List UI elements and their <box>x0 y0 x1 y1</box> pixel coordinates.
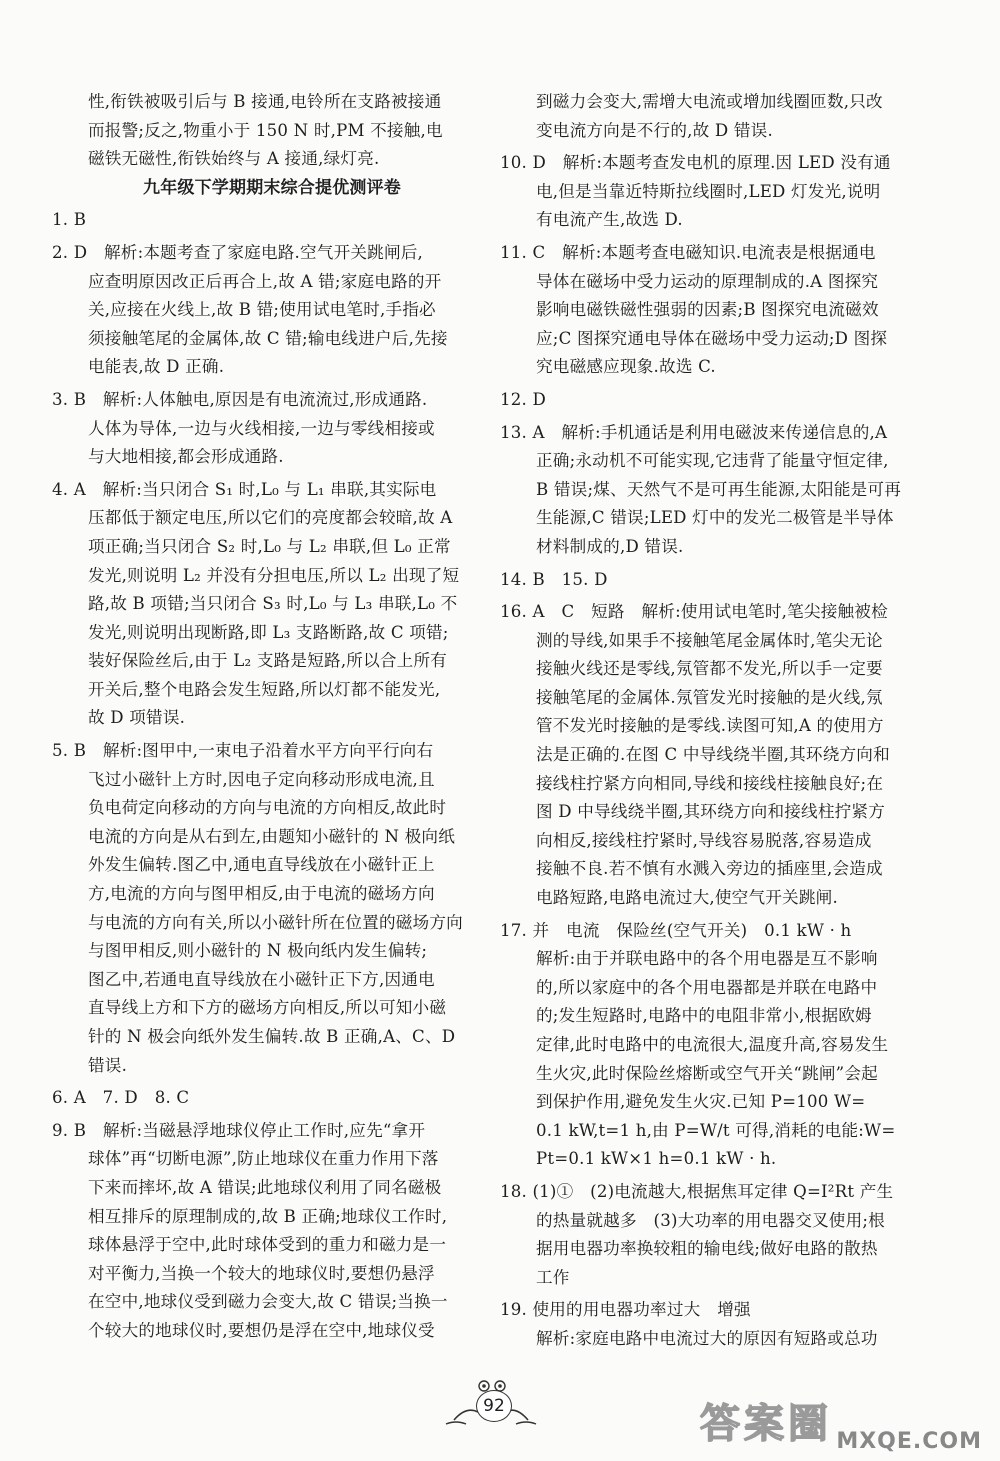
text-line: 关,应接在火线上,故 B 错;使用试电笔时,手指必 <box>88 300 436 320</box>
text-line: Pt=0.1 kW×1 h=0.1 kW · h. <box>536 1149 777 1169</box>
text-line: 向相反,接线柱拧紧时,导线容易脱落,容易造成 <box>536 830 872 850</box>
text-line: 2. D 解析:本题考查了家庭电路.空气开关跳闸后, <box>52 242 424 262</box>
text-line: 生火灾,此时保险丝熔断或空气开关“跳闸”会起 <box>536 1063 878 1083</box>
text-line: 0.1 kW,t=1 h,由 P=W/t 可得,消耗的电能:W= <box>536 1120 896 1140</box>
text-line: 到磁力会变大,需增大电流或增加线圈匝数,只改 <box>536 92 883 111</box>
watermark-logo: 答案圈 <box>700 1401 832 1447</box>
text-line: 9. B 解析:当磁悬浮地球仪停止工作时,应先“拿开 <box>52 1120 426 1140</box>
text-line: 变电流方向是不行的,故 D 错误. <box>536 120 773 140</box>
text-line: 电流的方向是从右到左,由题知小磁针的 N 极向纸 <box>88 826 456 846</box>
text-line: 电路短路,电路电流过大,使空气开关跳闸. <box>536 888 838 908</box>
text-line: 5. B 解析:图甲中,一束电子沿着水平方向平行向右 <box>52 741 434 761</box>
right-column <box>500 88 902 1354</box>
text-line: 直导线上方和下方的磁场方向相反,所以可知小磁 <box>88 998 447 1018</box>
text-line: 18. (1)① (2)电流越大,根据焦耳定律 Q=I²Rt 产生 <box>500 1181 894 1201</box>
text-line: B 错误;煤、天然气不是可再生能源,太阳能是可再 <box>536 479 902 499</box>
text-line: 材料制成的,D 错误. <box>536 536 684 556</box>
text-line: 发光,则说明 L₂ 并没有分担电压,所以 L₂ 出现了短 <box>88 565 460 585</box>
text-line: 球体悬浮于空中,此时球体受到的重力和磁力是一 <box>88 1235 447 1255</box>
text-line: 性,衔铁被吸引后与 B 接通,电铃所在支路被接通 <box>88 92 442 111</box>
text-line: 项正确;当只闭合 S₂ 时,L₀ 与 L₂ 串联,但 L₀ 正常 <box>88 536 451 556</box>
text-line: 对平衡力,当换一个较大的地球仪时,要想仍悬浮 <box>88 1263 435 1283</box>
text-line: 11. C 解析:本题考查电磁知识.电流表是根据通电 <box>500 242 876 262</box>
text-line: 在空中,地球仪受到磁力会变大,故 C 错误;当换一 <box>88 1292 448 1312</box>
text-line: 3. B 解析:人体触电,原因是有电流流过,形成通路. <box>52 389 428 409</box>
text-line: 而报警;反之,物重小于 150 N 时,PM 不接触,电 <box>88 120 443 140</box>
left-column <box>52 88 472 1346</box>
text-line: 与大地相接,都会形成通路. <box>88 447 284 467</box>
text-line: 装好保险丝后,由于 L₂ 支路是短路,所以合上所有 <box>88 651 448 671</box>
text-line: 接触笔尾的金属体.氖管发光时接触的是火线,氖 <box>536 687 883 707</box>
text-line: 图乙中,若通电直导线放在小磁针正下方,因通电 <box>88 969 435 989</box>
text-line: 负电荷定向移动的方向与电流的方向相反,故此时 <box>88 798 447 818</box>
text-line: 接线柱拧紧方向相同,导线和接线柱接触良好;在 <box>536 773 884 793</box>
text-line: 针的 N 极会向纸外发生偏转.故 B 正确,A、C、D <box>88 1027 456 1046</box>
text-line: 与电流的方向有关,所以小磁针所在位置的磁场方向 <box>88 912 463 932</box>
text-line: 的热量就越多 (3)大功率的用电器交叉使用;根 <box>536 1210 885 1230</box>
text-line: 与图甲相反,则小磁针的 N 极向纸内发生偏转; <box>88 941 428 961</box>
page-number-badge <box>436 1376 546 1432</box>
text-line: 生能源,C 错误;LED 灯中的发光二极管是半导体 <box>536 508 894 528</box>
text-line: 外发生偏转.图乙中,通电直导线放在小磁针正上 <box>88 855 435 875</box>
text-line: 4. A 解析:当只闭合 S₁ 时,L₀ 与 L₁ 串联,其实际电 <box>52 479 437 499</box>
text-line: 究电磁感应现象.故选 C. <box>536 357 716 377</box>
text-line: 19. 使用的用电器功率过大 增强 <box>500 1300 751 1320</box>
text-line: 的;发生短路时,电路中的电阻非常小,根据欧姆 <box>536 1006 872 1026</box>
text-line: 电能表,故 D 正确. <box>88 357 225 377</box>
text-line: 图 D 中导线绕半圈,其环绕方向和接线柱拧紧方 <box>536 802 886 822</box>
text-line: 磁铁无磁性,衔铁始终与 A 接通,绿灯亮. <box>88 149 380 169</box>
text-line: 6. A 7. D 8. C <box>52 1088 190 1108</box>
text-line: 发光,则说明出现断路,即 L₃ 支路断路,故 C 项错; <box>88 622 449 642</box>
text-line: 错误. <box>88 1055 128 1075</box>
text-line: 工作 <box>536 1267 570 1287</box>
text-line: 人体为导体,一边与火线相接,一边与零线相接或 <box>88 418 435 438</box>
text-line: 正确;永动机不可能实现,它违背了能量守恒定律, <box>536 451 889 471</box>
text-line: 13. A 解析:手机通话是利用电磁波来传递信息的,A <box>500 422 888 442</box>
text-line: 有电流产生,故选 D. <box>536 210 683 230</box>
text-line: 下来而摔坏,故 A 错误;此地球仪利用了同名磁极 <box>88 1177 442 1197</box>
text-line: 定律,此时电路中的电流很大,温度升高,容易发生 <box>536 1035 889 1054</box>
text-line: 10. D 解析:本题考查发电机的原理.因 LED 没有通 <box>500 153 891 173</box>
text-line: 电,但是当靠近特斯拉线圈时,LED 灯发光,说明 <box>536 181 881 201</box>
text-line: 方,电流的方向与图甲相反,由于电流的磁场方向 <box>88 884 435 904</box>
text-line: 应;C 图探究通电导体在磁场中受力运动;D 图探 <box>536 328 888 348</box>
text-line: 飞过小磁针上方时,因电子定向移动形成电流,且 <box>88 769 435 789</box>
text-line: 个较大的地球仪时,要想仍是浮在空中,地球仪受 <box>88 1320 435 1340</box>
text-line: 故 D 项错误. <box>88 708 186 728</box>
page-number: 92 <box>476 1390 512 1422</box>
text-line: 据用电器功率换较粗的输电线;做好电路的散热 <box>536 1239 878 1259</box>
text-line: 球体”再“切断电源”,防止地球仪在重力作用下落 <box>88 1149 439 1169</box>
text-line: 14. B 15. D <box>500 569 608 589</box>
text-line: 接触不良.若不慎有水溅入旁边的插座里,会造成 <box>536 859 883 879</box>
text-line: 解析:家庭电路中电流过大的原因有短路或总功 <box>536 1328 878 1348</box>
text-line: 接触火线还是零线,氖管都不发光,所以手一定要 <box>536 659 883 679</box>
text-line: 17. 并 电流 保险丝(空气开关) 0.1 kW · h <box>500 920 852 940</box>
text-line: 法是正确的.在图 C 中导线绕半圈,其环绕方向和 <box>536 745 890 765</box>
text-line: 的,所以家庭中的各个用电器都是并联在电路中 <box>536 977 878 997</box>
watermark <box>690 1392 990 1458</box>
text-line: 路,故 B 项错;当只闭合 S₃ 时,L₀ 与 L₃ 串联,L₀ 不 <box>88 594 458 614</box>
text-line: 影响电磁铁磁性强弱的因素;B 图探究电流磁效 <box>536 300 879 320</box>
section-heading: 九年级下学期期末综合提优测评卷 <box>143 177 401 198</box>
text-line: 解析:由于并联电路中的各个用电器是互不影响 <box>536 949 878 969</box>
text-line: 12. D <box>500 389 546 409</box>
text-line: 须接触笔尾的金属体,故 C 错;输电线进户后,先接 <box>88 328 448 348</box>
text-line: 1. B <box>52 210 87 230</box>
text-line: 测的导线,如果手不接触笔尾金属体时,笔尖无论 <box>536 630 883 650</box>
watermark-site: MXQE.COM <box>836 1429 982 1454</box>
text-line: 相互排斥的原理制成的,故 B 正确;地球仪工作时, <box>88 1206 448 1226</box>
text-line: 16. A C 短路 解析:使用试电笔时,笔尖接触被检 <box>500 602 888 622</box>
text-line: 管不发光时接触的是零线.读图可知,A 的使用方 <box>536 716 884 736</box>
text-line: 应查明原因改正后再合上,故 A 错;家庭电路的开 <box>88 271 442 291</box>
text-line: 压都低于额定电压,所以它们的亮度都会较暗,故 A <box>88 508 453 528</box>
text-line: 开关后,整个电路会发生短路,所以灯都不能发光, <box>88 679 441 699</box>
text-line: 导体在磁场中受力运动的原理制成的.A 图探究 <box>536 271 879 291</box>
text-line: 到保护作用,避免发生火灾.已知 P=100 W= <box>536 1092 866 1112</box>
